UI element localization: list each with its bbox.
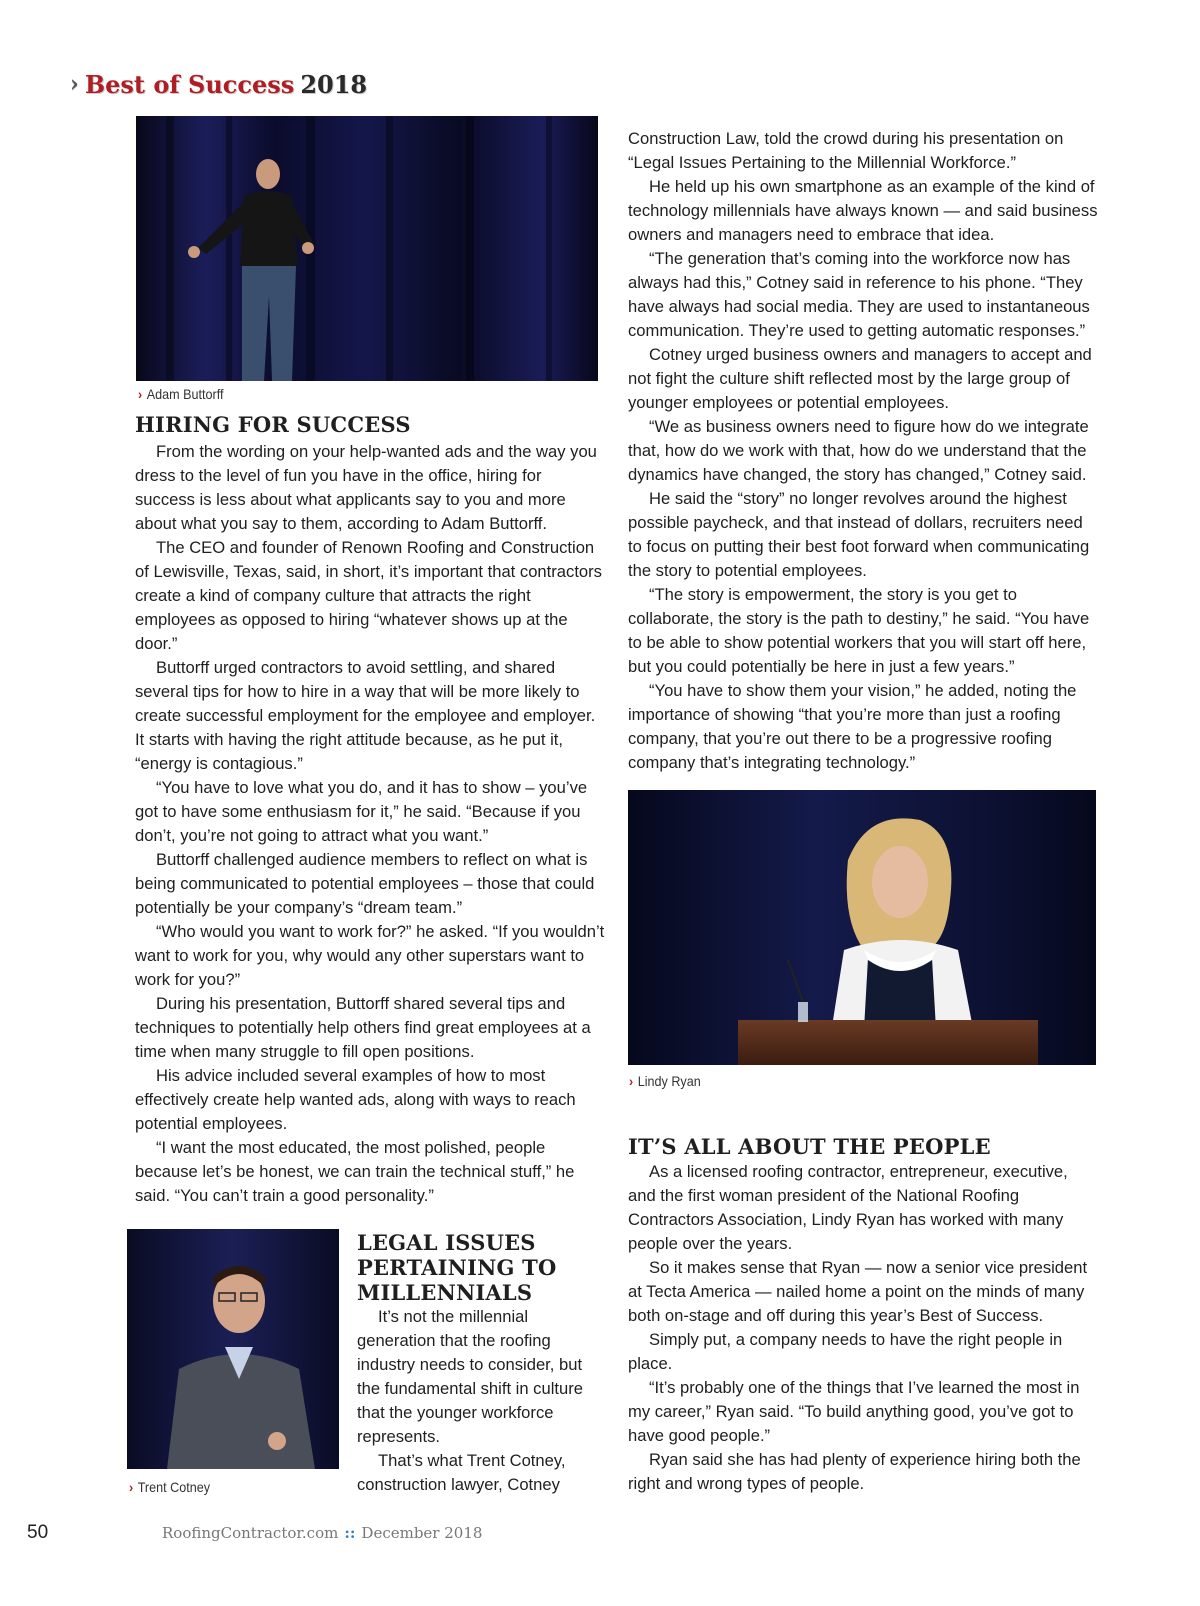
caption-chevron-icon: › [138, 386, 143, 402]
paragraph: Ryan said she has had plenty of experience hiring both the right and wrong types of people. [628, 1450, 1081, 1493]
footer-publication [162, 1524, 482, 1542]
paragraph: Buttorff challenged audience members to reflect on what is being communicated to potential employees – those that could potentially be your company’s “dream team.” [135, 850, 595, 917]
footer-separator: :: [344, 1524, 356, 1542]
paragraph: Cotney urged business owners and managers to accept and not fight the culture shift reflected most by the large group of younger employees or potential employees. [628, 345, 1092, 412]
paragraph: Construction Law, told the crowd during his presentation on “Legal Issues Pertaining to the Millennial Workforce.” [628, 129, 1064, 172]
paragraph: “Who would you want to work for?” he asked. “If you wouldn’t want to work for you, why would any other superstars want to work for you?” [135, 922, 605, 989]
heading-line: PERTAINING TO [357, 1255, 557, 1280]
paragraph: That’s what Trent Cotney, construction lawyer, Cotney [357, 1451, 566, 1494]
chevron-right-icon: › [70, 71, 79, 97]
paragraph: Simply put, a company needs to have the right people in place. [628, 1330, 1063, 1373]
caption-text: Trent Cotney [137, 1479, 211, 1495]
paragraph: As a licensed roofing contractor, entrepreneur, executive, and the first woman president of the National Roofing Contractors Association, Lindy Ryan has worked with many people over the years. [628, 1162, 1068, 1253]
paragraph: Buttorff urged contractors to avoid settling, and shared several tips for how to hire in a way that will be more likely to create successful employment for the employee and employer. It starts with having the right attitude because, as he put it, “energy is contagious.” [135, 658, 596, 773]
caption-text: Adam Buttorff [146, 386, 224, 402]
header-title: Best of Success [84, 69, 295, 99]
paragraph: “It’s probably one of the things that I’ve learned the most in my career,” Ryan said. “To build anything good, you’ve got to have good people.” [628, 1378, 1080, 1445]
caption-adam-buttorff [138, 386, 224, 402]
page-footer [0, 1518, 1200, 1548]
paragraph: “You have to show them your vision,” he added, noting the importance of showing “that you’re more than just a roofing company, that you’re out there to be a progressive roofing company that’s integrating technology.” [628, 681, 1077, 772]
paragraph: The CEO and founder of Renown Roofing and Construction of Lewisville, Texas, said, in short, it’s important that contractors create a kind of company culture that attracts the right employees as opposed to hiring “whatever shows up at the door.” [135, 538, 602, 653]
article-legal [357, 1305, 594, 1497]
paragraph: “We as business owners need to figure how do we integrate that, how do we work with that, how do we understand that the dynamics have changed, the story has changed,” Cotney said. [628, 417, 1089, 484]
article-people [628, 1160, 1100, 1496]
caption-chevron-icon: › [129, 1479, 134, 1495]
paragraph: He said the “story” no longer revolves around the highest possible paycheck, and that instead of dollars, recruiters need to focus on putting their best foot forward when communicating the story to potential employees. [628, 489, 1090, 580]
paragraph: “The generation that’s coming into the workforce now has always had this,” Cotney said in reference to his phone. “They have always had social media. They are used to instantaneous communication. They’re used to getting automatic responses.” [628, 249, 1090, 340]
photo-lindy-ryan [628, 790, 1096, 1065]
article-hiring [135, 440, 605, 1208]
paragraph: During his presentation, Buttorff shared several tips and techniques to potentially help others find great employees at a time when many struggle to fill open positions. [135, 994, 591, 1061]
caption-lindy-ryan [629, 1073, 701, 1089]
paragraph: “I want the most educated, the most polished, people because let’s be honest, we can train the technical stuff,” he said. “You can’t train a good personality.” [135, 1138, 575, 1205]
photo-trent-cotney [127, 1229, 339, 1469]
caption-text: Lindy Ryan [637, 1073, 701, 1089]
photo-adam-buttorff [136, 116, 598, 381]
heading-legal-issues [357, 1230, 556, 1305]
paragraph: So it makes sense that Ryan — now a senior vice president at Tecta America — nailed home a point on the minds of many both on-stage and off during this year’s Best of Success. [628, 1258, 1088, 1325]
paragraph: “The story is empowerment, the story is you get to collaborate, the story is the path to destiny,” he said. “You have to be able to show potential workers that you will start off here, but you could potentially be here in just a few years.” [628, 585, 1090, 676]
header-year: 2018 [300, 69, 368, 99]
paragraph: His advice included several examples of how to most effectively create help wanted ads, along with ways to reach potential employees. [135, 1066, 576, 1133]
paragraph: From the wording on your help-wanted ads and the way you dress to the level of fun you have in the office, hiring for success is less about what applicants say to you and more about what you say to them, according to Adam Buttorff. [135, 442, 597, 533]
heading-hiring-for-success: HIRING FOR SUCCESS [135, 412, 411, 437]
paragraph: “You have to love what you do, and it has to show – you’ve got to have some enthusiasm for it,” he said. “Because if you don’t, you’re not going to attract what you want.” [135, 778, 588, 845]
article-legal-continued [628, 127, 1100, 775]
section-header [70, 68, 367, 100]
footer-issue: December 2018 [361, 1524, 483, 1542]
heading-all-about-the-people: IT’S ALL ABOUT THE PEOPLE [628, 1134, 991, 1159]
page-number: 50 [27, 1522, 49, 1543]
caption-chevron-icon: › [629, 1073, 634, 1089]
heading-line: LEGAL ISSUES [357, 1230, 536, 1255]
heading-line: MILLENNIALS [357, 1280, 533, 1305]
footer-site: RoofingContractor.com [162, 1524, 339, 1542]
paragraph: He held up his own smartphone as an example of the kind of technology millennials have always known — and said business owners and managers need to embrace that idea. [628, 177, 1098, 244]
caption-trent-cotney [129, 1479, 210, 1495]
paragraph: It’s not the millennial generation that the roofing industry needs to consider, but the fundamental shift in culture that the younger workforce represents. [357, 1307, 583, 1446]
